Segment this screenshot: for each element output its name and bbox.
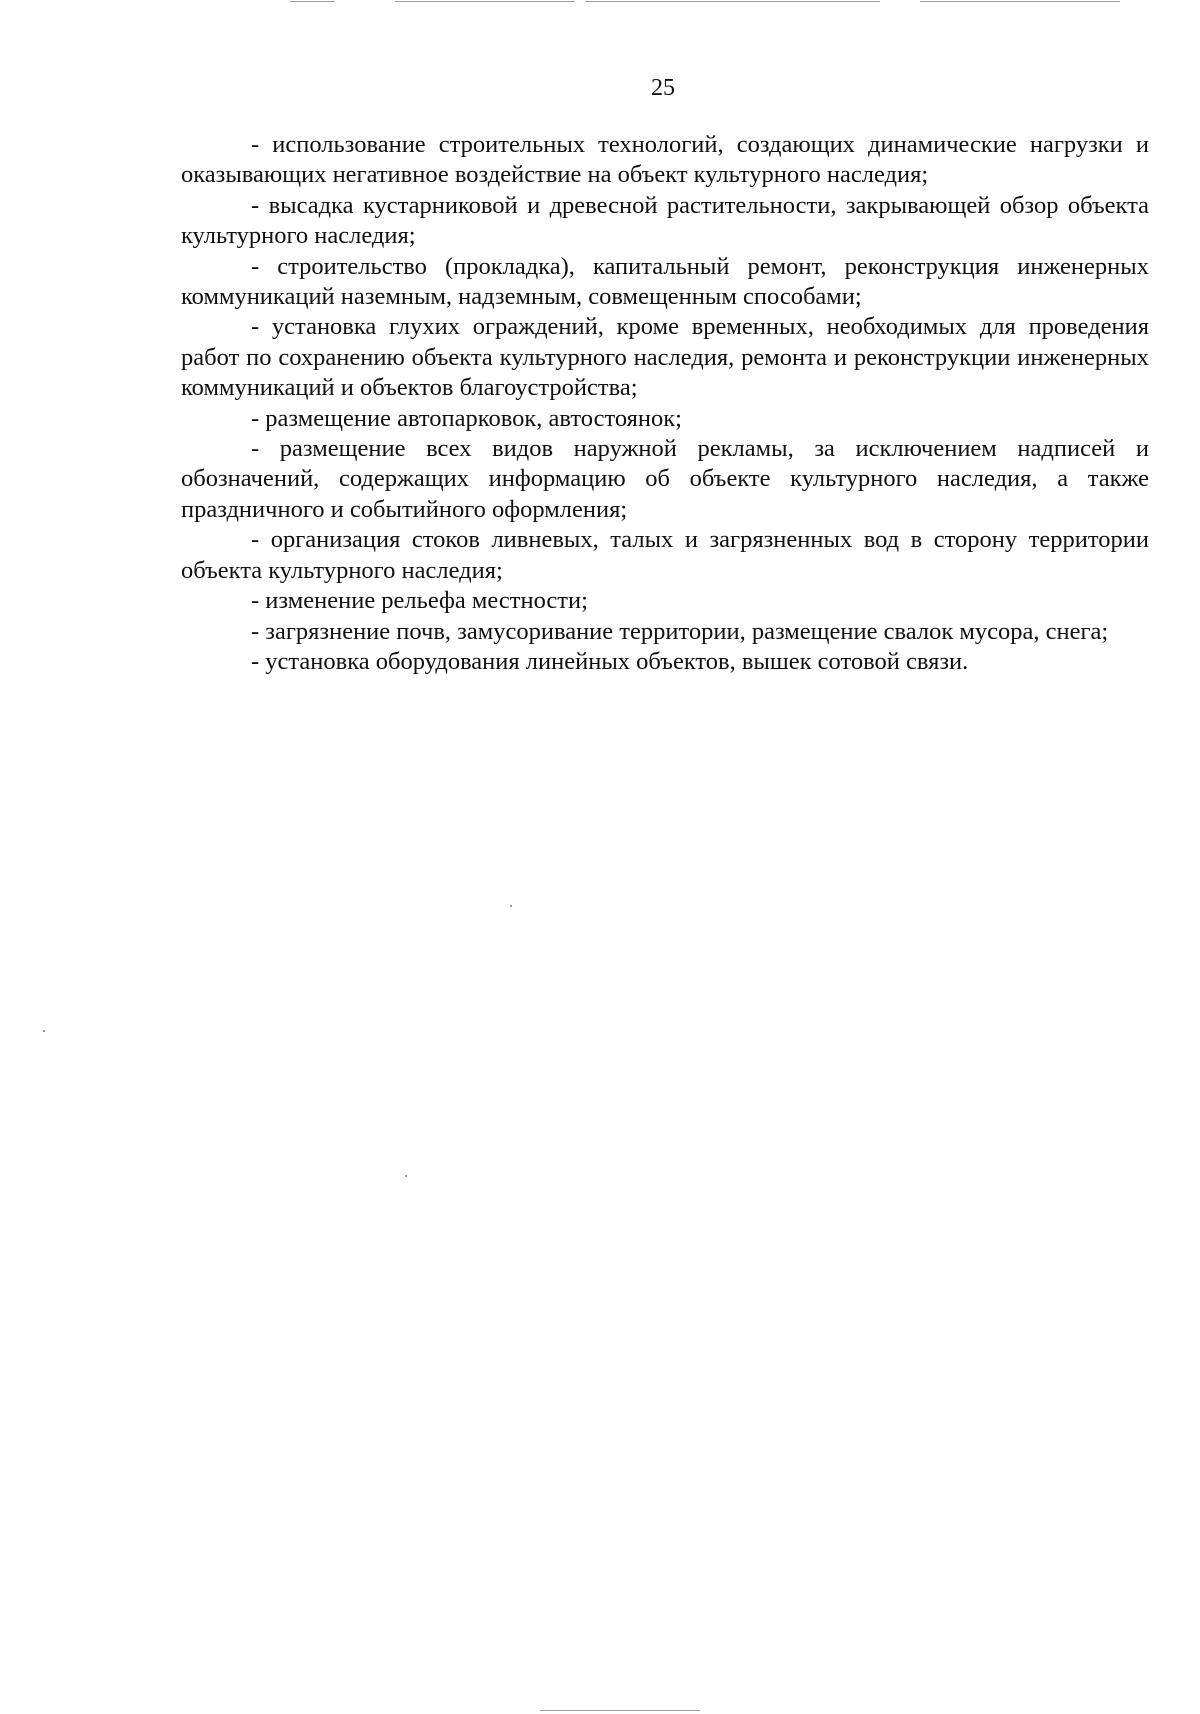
scan-speck bbox=[510, 905, 512, 907]
page-number: 25 bbox=[651, 75, 675, 101]
scan-edge-top-2 bbox=[395, 1, 575, 2]
list-item: - установка глухих ограждений, кроме временных, необходимых для проведения работ по сохранению объекта культурного наследия, ремонта и реконструкции инженерных коммуникаций и объектов благоустройства; bbox=[181, 313, 1149, 402]
list-item: - размещение автопарковок, автостоянок; bbox=[251, 404, 682, 432]
scan-speck bbox=[405, 1175, 407, 1177]
list-item: - использование строительных технологий, создающих динамические нагрузки и оказывающих негативное воздействие на объект культурного наследия; bbox=[181, 131, 1149, 189]
list-item: - строительство (прокладка), капитальный ремонт, реконструкция инженерных коммуникаций наземным, надземным, совмещенным способами; bbox=[181, 252, 1149, 311]
document-body bbox=[181, 130, 1149, 677]
list-item: - загрязнение почв, замусоривание территории, размещение свалок мусора, снега; bbox=[251, 617, 1109, 645]
list-item: - высадка кустарниковой и древесной растительности, закрывающей обзор объекта культурного наследия; bbox=[181, 191, 1149, 250]
list-item: - изменение рельефа местности; bbox=[251, 587, 588, 615]
list-item: - установка оборудования линейных объектов, вышек сотовой связи. bbox=[251, 647, 969, 675]
scan-edge-top-3 bbox=[585, 1, 880, 2]
list-item: - организация стоков ливневых, талых и загрязненных вод в сторону территории объекта культурного наследия; bbox=[181, 526, 1149, 584]
scan-speck bbox=[43, 1030, 45, 1032]
scan-edge-top-4 bbox=[920, 1, 1120, 2]
list-item: - размещение всех видов наружной рекламы, за исключением надписей и обозначений, содержащих информацию об объекте культурного наследия, а также праздничного и событийного оформления; bbox=[181, 435, 1149, 523]
scan-edge-bottom bbox=[540, 1710, 700, 1711]
scan-edge-top-1 bbox=[290, 1, 335, 2]
